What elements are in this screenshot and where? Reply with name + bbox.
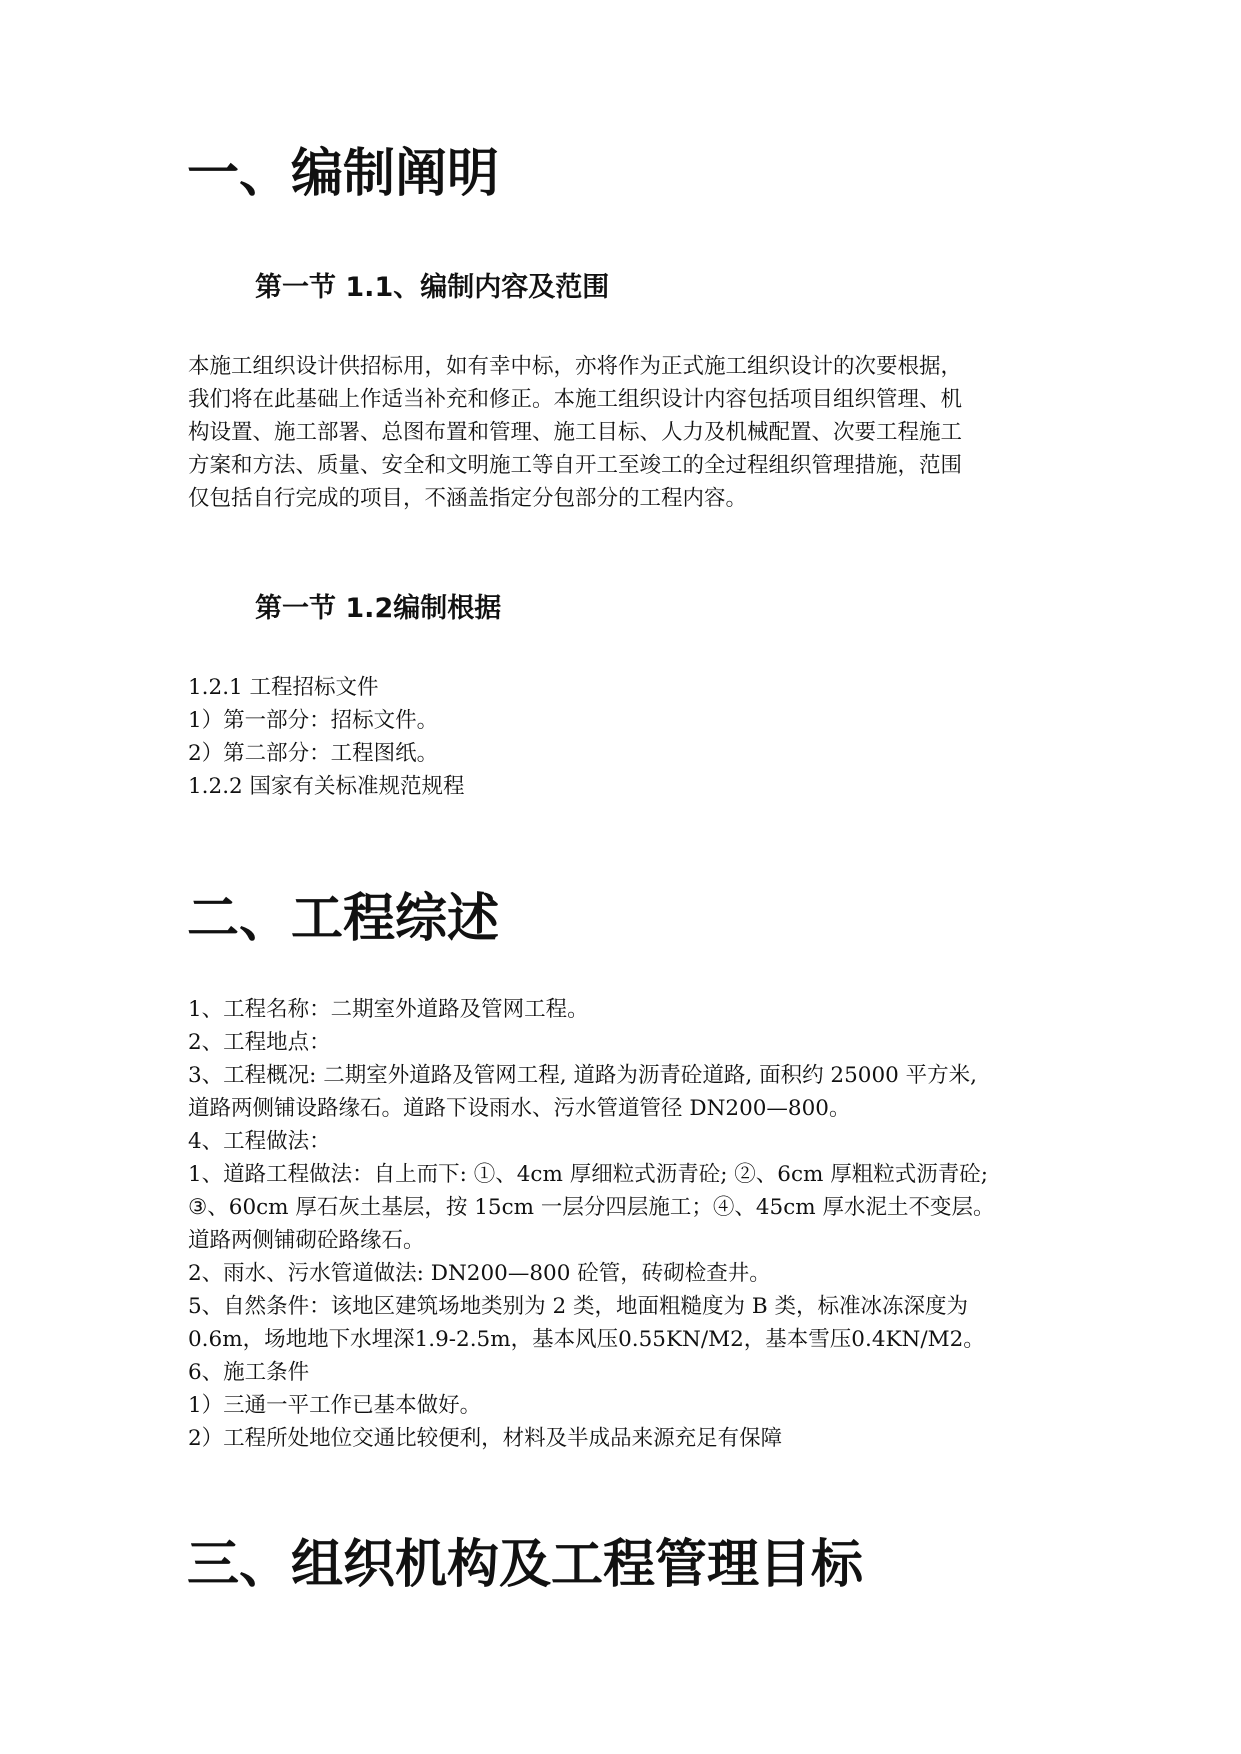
paragraph-line: 构设置、施工部署、总图布置和管理、施工目标、人力及机械配置、次要工程施工 xyxy=(188,420,963,445)
paragraph-line: 方案和方法、质量、安全和文明施工等自开工至竣工的全过程组织管理措施，范围 xyxy=(188,453,963,478)
section-2-content xyxy=(188,993,1060,1455)
content-line: ③、60cm 厚石灰土基层，按 15cm 一层分四层施工；④、45cm 厚水泥土不变层。 xyxy=(188,1195,995,1220)
content-line: 2）工程所处地位交通比较便利，材料及半成品来源充足有保障 xyxy=(188,1426,783,1451)
paragraph-line: 本施工组织设计供招标用，如有幸中标，亦将作为正式施工组织设计的次要根据， xyxy=(188,354,963,379)
list-item: 1.2.2 国家有关标准规范规程 xyxy=(188,774,465,799)
section-1-2-list xyxy=(188,671,1060,803)
section-1-1-heading: 第一节 1.1、编制内容及范围 xyxy=(255,272,610,303)
section-1-2-heading: 第一节 1.2编制根据 xyxy=(255,593,502,624)
list-item: 1）第一部分：招标文件。 xyxy=(188,708,439,733)
content-line: 1、道路工程做法：自上而下: ①、4cm 厚细粒式沥青砼; ②、6cm 厚粗粒式沥青砼; xyxy=(188,1162,988,1187)
content-line: 5、自然条件：该地区建筑场地类别为 2 类，地面粗糙度为 B 类，标准冰冻深度为 xyxy=(188,1294,968,1319)
content-line: 1、工程名称：二期室外道路及管网工程。 xyxy=(188,997,589,1022)
content-line: 3、工程概况: 二期室外道路及管网工程, 道路为沥青砼道路, 面积约 25000 平方米, xyxy=(188,1063,977,1088)
content-line: 道路两侧铺设路缘石。道路下设雨水、污水管道管径 DN200—800。 xyxy=(188,1096,851,1121)
content-line: 0.6m，场地地下水埋深1.9-2.5m，基本风压0.55KN/M2，基本雪压0.4KN/M2。 xyxy=(188,1327,985,1352)
content-line: 1）三通一平工作已基本做好。 xyxy=(188,1393,482,1418)
content-line: 6、施工条件 xyxy=(188,1360,310,1385)
content-line: 2、雨水、污水管道做法: DN200—800 砼管，砖砌检查井。 xyxy=(188,1261,771,1286)
content-line: 道路两侧铺砌砼路缘石。 xyxy=(188,1228,425,1253)
list-item: 1.2.1 工程招标文件 xyxy=(188,675,379,700)
section-2-heading: 二、工程综述 xyxy=(187,889,500,949)
section-1-heading: 一、编制阐明 xyxy=(187,144,500,204)
list-item: 2）第二部分：工程图纸。 xyxy=(188,741,439,766)
paragraph-line: 仅包括自行完成的项目，不涵盖指定分包部分的工程内容。 xyxy=(188,486,748,511)
section-3-heading: 三、组织机构及工程管理目标 xyxy=(187,1535,864,1595)
paragraph-line: 我们将在此基础上作适当补充和修正。本施工组织设计内容包括项目组织管理、机 xyxy=(188,387,963,412)
section-1-1-paragraph xyxy=(188,350,1060,515)
content-line: 2、工程地点： xyxy=(188,1030,331,1055)
content-line: 4、工程做法： xyxy=(188,1129,331,1154)
